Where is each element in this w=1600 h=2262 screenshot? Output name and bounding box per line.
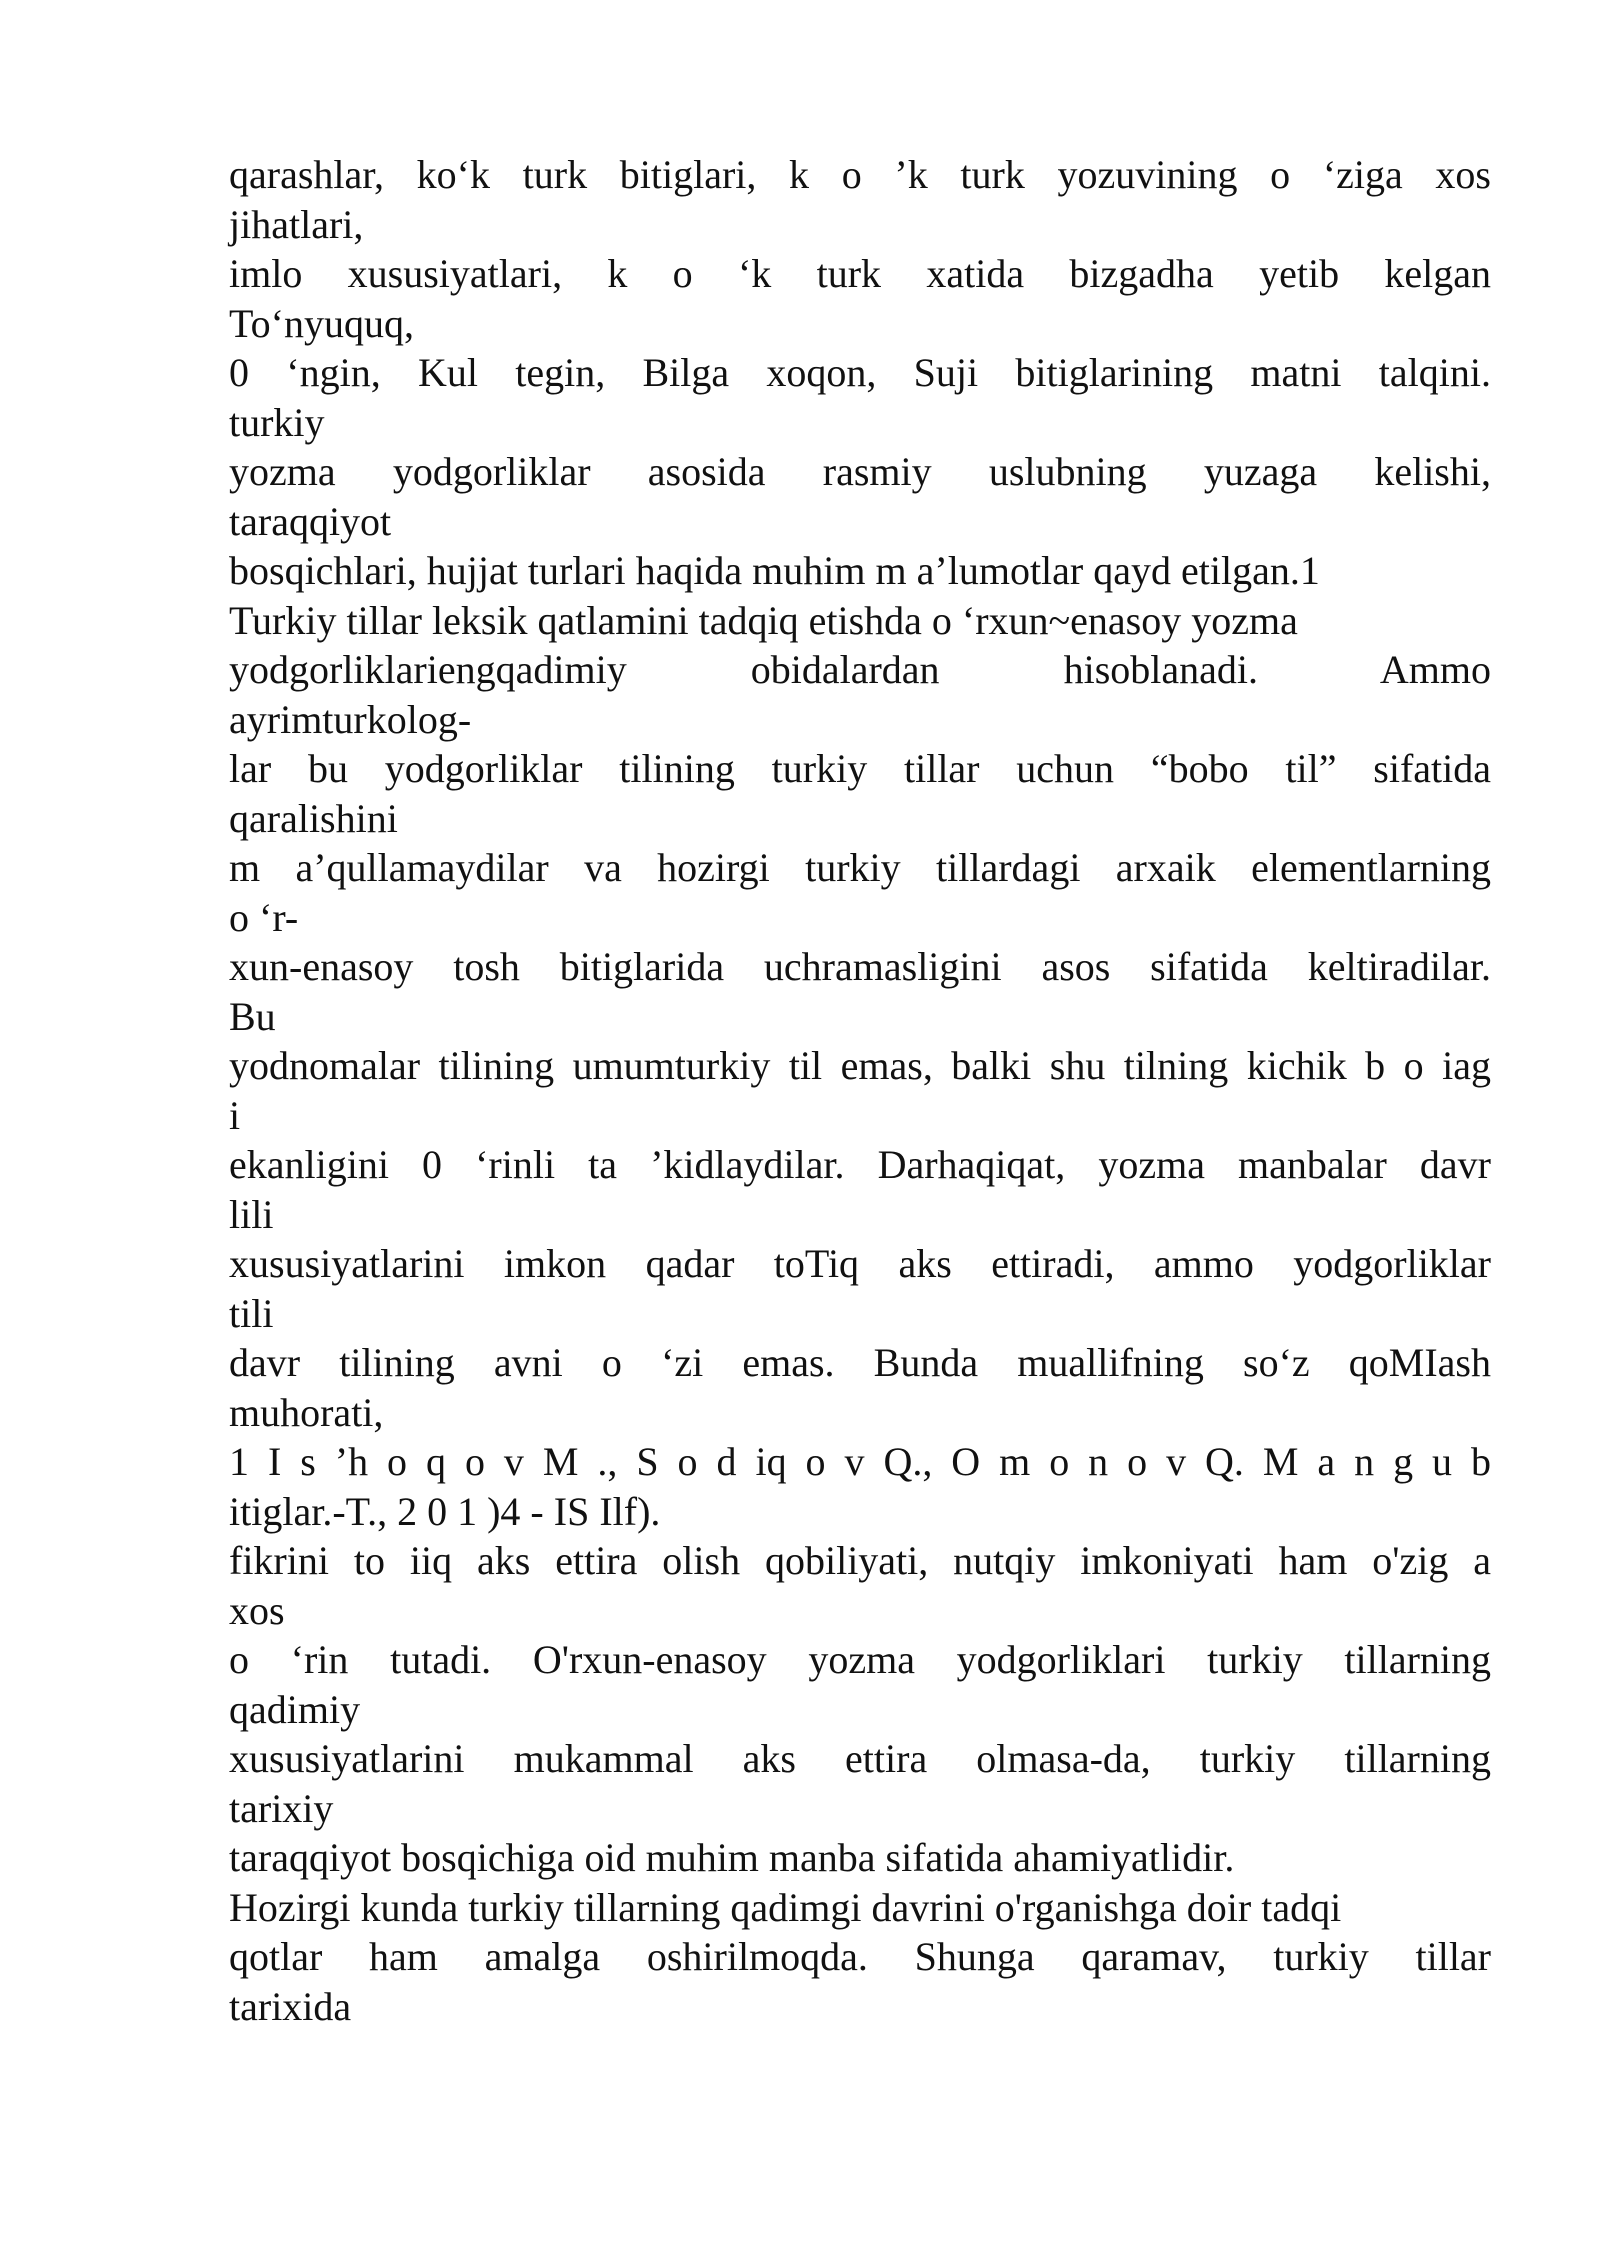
text-line: taraqqiyot bosqichiga oid muhim manba sifatida ahamiyatlidir. <box>229 1835 1235 1880</box>
text-line: turkiy <box>229 399 325 445</box>
footnote-line: itiglar.-T., 2 0 1 )4 - IS Ilf). <box>229 1488 661 1534</box>
text-line: qotlar ham amalga oshirilmoqda. Shunga qaramav, turkiy tillar <box>229 1934 1491 1979</box>
text-line: xususiyatlarini mukammal aks ettira olmasa-da, turkiy tillarning <box>229 1736 1491 1781</box>
text-line: yodgorliklariengqadimiy obidalardan hisoblanadi. Ammo <box>229 647 1491 692</box>
text-line: 0 ‘ngin, Kul tegin, Bilga xoqon, Suji bitiglarining matni talqini. <box>229 350 1491 395</box>
text-line: imlo xususiyatlari, k o ‘k turk xatida bizgadha yetib kelgan <box>229 251 1491 296</box>
text-line: ayrimturkolog- <box>229 696 472 742</box>
text-line: o ‘r- <box>229 894 299 940</box>
footnote-line: 1 I s ’h o q o v M ., S o d iq o v Q., O m o n o v Q. M a n g u b <box>229 1439 1491 1484</box>
text-line: Turkiy tillar leksik qatlamini tadqiq etishda o ‘rxun~enasoy yozma <box>229 597 1298 643</box>
text-line: Hozirgi kunda turkiy tillarning qadimgi davrini o'rganishga doir tadqi <box>229 1884 1342 1930</box>
text-line: taraqqiyot <box>229 498 392 544</box>
text-line: ekanligini 0 ‘rinli ta ’kidlaydilar. Darhaqiqat, yozma manbalar davr <box>229 1142 1491 1187</box>
text-line: tili <box>229 1290 274 1336</box>
text-line: lar bu yodgorliklar tilining turkiy tillar uchun “bobo til” sifatida <box>229 746 1491 791</box>
text-line: m a’qullamaydilar va hozirgi turkiy tillardagi arxaik elementlarning <box>229 845 1491 890</box>
text-line: To‘nyuquq, <box>229 300 414 346</box>
text-line: qarashlar, ko‘k turk bitiglari, k o ’k turk yozuvining o ‘ziga xos <box>229 152 1491 197</box>
text-line: xos <box>229 1587 285 1633</box>
text-line: tarixida <box>229 1983 352 2029</box>
text-line: o ‘rin tutadi. O'rxun-enasoy yozma yodgorliklari turkiy tillarning <box>229 1637 1491 1682</box>
text-line: Bu <box>229 993 276 1039</box>
text-line: qaralishini <box>229 795 398 841</box>
text-line: i <box>229 1092 241 1138</box>
text-line: tarixiy <box>229 1785 334 1831</box>
text-line: fikrini to iiq aks ettira olish qobiliyati, nutqiy imkoniyati ham o'zig a <box>229 1538 1491 1583</box>
text-line: muhorati, <box>229 1389 384 1435</box>
text-line: xususiyatlarini imkon qadar toTiq aks ettiradi, ammo yodgorliklar <box>229 1241 1491 1286</box>
text-line: qadimiy <box>229 1686 361 1732</box>
text-line: davr tilining avni o ‘zi emas. Bunda muallifning so‘z qoMIash <box>229 1340 1491 1385</box>
text-line: jihatlari, <box>229 201 364 247</box>
text-line: yodnomalar tilining umumturkiy til emas, balki shu tilning kichik b o iag <box>229 1043 1491 1088</box>
text-line: xun-enasoy tosh bitiglarida uchramasligini asos sifatida keltiradilar. <box>229 944 1491 989</box>
text-line: yozma yodgorliklar asosida rasmiy uslubning yuzaga kelishi, <box>229 449 1491 494</box>
body-text <box>229 150 1491 2031</box>
text-line: bosqichlari, hujjat turlari haqida muhim m a’lumotlar qayd etilgan.1 <box>229 548 1320 593</box>
text-line: lili <box>229 1191 274 1237</box>
